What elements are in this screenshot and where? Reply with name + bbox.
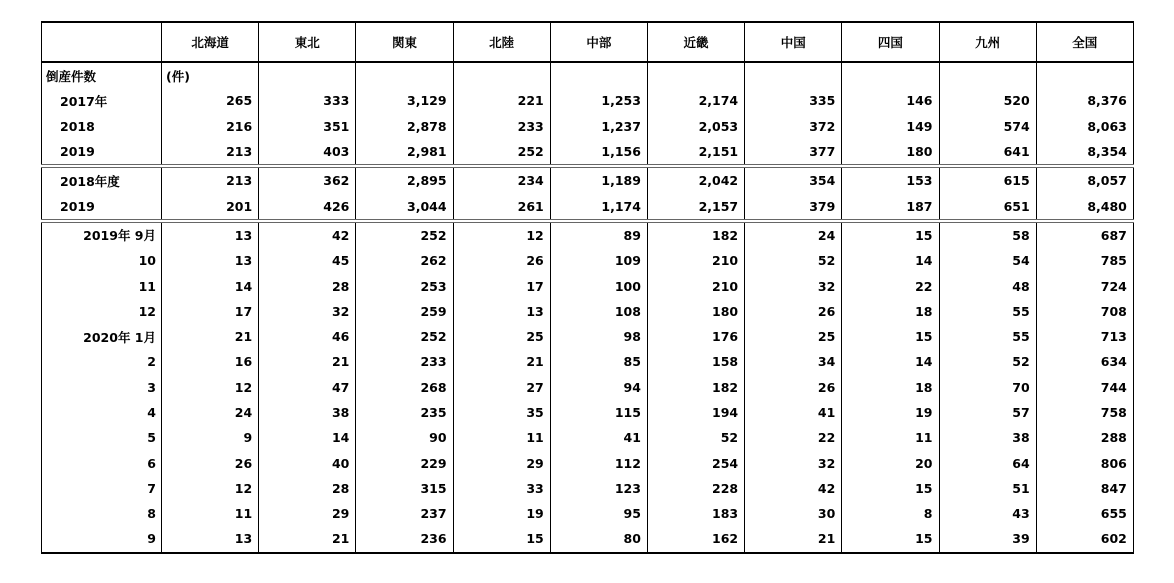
table-cell: 2,981 xyxy=(356,139,453,166)
table-cell: 158 xyxy=(647,349,744,374)
table-cell: 237 xyxy=(356,501,453,526)
table-cell: 3,129 xyxy=(356,88,453,113)
row-label: 2018年度 xyxy=(42,166,162,193)
table-cell: 14 xyxy=(842,349,939,374)
table-cell: 520 xyxy=(939,88,1036,113)
table-cell: 235 xyxy=(356,400,453,425)
row-label: 9 xyxy=(42,526,162,552)
table-cell: 785 xyxy=(1036,248,1133,273)
table-cell: 26 xyxy=(162,450,259,475)
table-cell: 183 xyxy=(647,501,744,526)
table-cell: 708 xyxy=(1036,299,1133,324)
table-cell: 70 xyxy=(939,375,1036,400)
table-row xyxy=(42,450,1134,475)
table-row xyxy=(42,273,1134,298)
table-cell: 18 xyxy=(842,375,939,400)
table-cell: 108 xyxy=(550,299,647,324)
table-row xyxy=(42,221,1134,248)
table-cell: 634 xyxy=(1036,349,1133,374)
table-cell: 109 xyxy=(550,248,647,273)
table-cell: 252 xyxy=(356,324,453,349)
table-cell: 1,156 xyxy=(550,139,647,166)
table-cell: 22 xyxy=(842,273,939,298)
row-label: 2 xyxy=(42,349,162,374)
header-hokkaido: 北海道 xyxy=(162,22,259,62)
table-cell: 30 xyxy=(745,501,842,526)
table-cell: 13 xyxy=(162,221,259,248)
table-cell: 651 xyxy=(939,193,1036,220)
row-label: 12 xyxy=(42,299,162,324)
table-body xyxy=(42,62,1134,553)
table-cell: 216 xyxy=(162,114,259,139)
table-cell: 176 xyxy=(647,324,744,349)
table-cell: 724 xyxy=(1036,273,1133,298)
table-cell: 95 xyxy=(550,501,647,526)
table-cell: 43 xyxy=(939,501,1036,526)
header-tohoku: 東北 xyxy=(259,22,356,62)
table-cell: 64 xyxy=(939,450,1036,475)
table-cell: 1,174 xyxy=(550,193,647,220)
table-cell: 15 xyxy=(842,324,939,349)
table-cell: 372 xyxy=(745,114,842,139)
table-cell: 112 xyxy=(550,450,647,475)
table-cell: 2,174 xyxy=(647,88,744,113)
table-cell: 21 xyxy=(745,526,842,552)
table-cell: 94 xyxy=(550,375,647,400)
unit-label: (件) xyxy=(162,62,259,88)
table-cell: 55 xyxy=(939,299,1036,324)
table-cell: 162 xyxy=(647,526,744,552)
table-cell: 40 xyxy=(259,450,356,475)
table-cell: 98 xyxy=(550,324,647,349)
table-cell: 315 xyxy=(356,476,453,501)
table-cell: 2,878 xyxy=(356,114,453,139)
header-hokuriku: 北陸 xyxy=(453,22,550,62)
table-cell: 19 xyxy=(842,400,939,425)
row-label: 2017年 xyxy=(42,88,162,113)
table-cell: 149 xyxy=(842,114,939,139)
table-cell: 28 xyxy=(259,273,356,298)
table-row xyxy=(42,526,1134,552)
table-cell: 11 xyxy=(453,425,550,450)
header-kinki: 近畿 xyxy=(647,22,744,62)
table-cell: 55 xyxy=(939,324,1036,349)
table-cell: 45 xyxy=(259,248,356,273)
table-row xyxy=(42,375,1134,400)
table-row xyxy=(42,400,1134,425)
table-row xyxy=(42,476,1134,501)
table-cell: 362 xyxy=(259,166,356,193)
header-shikoku: 四国 xyxy=(842,22,939,62)
table-cell: 52 xyxy=(939,349,1036,374)
table-cell: 351 xyxy=(259,114,356,139)
table-cell: 354 xyxy=(745,166,842,193)
table-row xyxy=(42,349,1134,374)
table-cell: 253 xyxy=(356,273,453,298)
table-cell: 21 xyxy=(259,349,356,374)
table-cell: 123 xyxy=(550,476,647,501)
table-cell: 19 xyxy=(453,501,550,526)
table-cell: 655 xyxy=(1036,501,1133,526)
row-label: 11 xyxy=(42,273,162,298)
table-cell: 47 xyxy=(259,375,356,400)
table-cell: 32 xyxy=(259,299,356,324)
table-cell: 403 xyxy=(259,139,356,166)
table-cell: 11 xyxy=(842,425,939,450)
table-cell: 182 xyxy=(647,375,744,400)
table-cell: 100 xyxy=(550,273,647,298)
table-cell: 22 xyxy=(745,425,842,450)
table-cell: 26 xyxy=(745,375,842,400)
table-cell: 713 xyxy=(1036,324,1133,349)
table-cell: 146 xyxy=(842,88,939,113)
table-cell: 38 xyxy=(259,400,356,425)
table-cell: 187 xyxy=(842,193,939,220)
table-cell: 11 xyxy=(162,501,259,526)
table-cell: 201 xyxy=(162,193,259,220)
table-row xyxy=(42,324,1134,349)
table-cell: 26 xyxy=(745,299,842,324)
table-cell: 265 xyxy=(162,88,259,113)
header-chugoku: 中国 xyxy=(745,22,842,62)
table-cell: 213 xyxy=(162,139,259,166)
table-cell: 12 xyxy=(453,221,550,248)
table-cell: 80 xyxy=(550,526,647,552)
table-cell: 2,042 xyxy=(647,166,744,193)
table-cell: 2,151 xyxy=(647,139,744,166)
table-cell: 16 xyxy=(162,349,259,374)
table-cell: 574 xyxy=(939,114,1036,139)
table-cell: 213 xyxy=(162,166,259,193)
row-label: 5 xyxy=(42,425,162,450)
table-cell: 32 xyxy=(745,450,842,475)
table-cell: 252 xyxy=(453,139,550,166)
row-label: 2019年 9月 xyxy=(42,221,162,248)
table-cell: 262 xyxy=(356,248,453,273)
table-row xyxy=(42,139,1134,166)
table-cell: 210 xyxy=(647,248,744,273)
table-cell: 85 xyxy=(550,349,647,374)
table-cell: 24 xyxy=(162,400,259,425)
table-cell: 58 xyxy=(939,221,1036,248)
table-row xyxy=(42,166,1134,193)
row-label: 2019 xyxy=(42,193,162,220)
table-cell: 288 xyxy=(1036,425,1133,450)
table-cell: 252 xyxy=(356,221,453,248)
table-cell: 194 xyxy=(647,400,744,425)
table-cell: 18 xyxy=(842,299,939,324)
table-cell: 13 xyxy=(162,248,259,273)
table-cell: 17 xyxy=(453,273,550,298)
table-cell: 333 xyxy=(259,88,356,113)
table-cell: 221 xyxy=(453,88,550,113)
row-label: 2018 xyxy=(42,114,162,139)
table-cell: 33 xyxy=(453,476,550,501)
table-cell: 8,057 xyxy=(1036,166,1133,193)
table-cell: 12 xyxy=(162,375,259,400)
table-cell: 180 xyxy=(647,299,744,324)
table-cell: 379 xyxy=(745,193,842,220)
table-cell: 9 xyxy=(162,425,259,450)
table-cell: 14 xyxy=(259,425,356,450)
table-cell: 29 xyxy=(259,501,356,526)
table-cell: 12 xyxy=(162,476,259,501)
table-cell: 25 xyxy=(745,324,842,349)
table-cell: 34 xyxy=(745,349,842,374)
table-cell: 15 xyxy=(842,526,939,552)
table-cell: 29 xyxy=(453,450,550,475)
table-cell: 2,053 xyxy=(647,114,744,139)
table-cell: 15 xyxy=(842,221,939,248)
table-cell: 2,895 xyxy=(356,166,453,193)
table-cell: 236 xyxy=(356,526,453,552)
row-label: 10 xyxy=(42,248,162,273)
table-cell: 268 xyxy=(356,375,453,400)
header-corner xyxy=(42,22,162,62)
table-cell: 17 xyxy=(162,299,259,324)
table-cell: 182 xyxy=(647,221,744,248)
table-cell: 254 xyxy=(647,450,744,475)
table-cell: 48 xyxy=(939,273,1036,298)
table-cell: 847 xyxy=(1036,476,1133,501)
table-cell: 14 xyxy=(162,273,259,298)
table-cell: 115 xyxy=(550,400,647,425)
table-cell: 38 xyxy=(939,425,1036,450)
row-label: 2020年 1月 xyxy=(42,324,162,349)
table-cell: 54 xyxy=(939,248,1036,273)
header-kanto: 関東 xyxy=(356,22,453,62)
table-cell: 27 xyxy=(453,375,550,400)
header-chubu: 中部 xyxy=(550,22,647,62)
table-cell: 42 xyxy=(259,221,356,248)
row-label: 6 xyxy=(42,450,162,475)
header-kyushu: 九州 xyxy=(939,22,1036,62)
table-cell: 744 xyxy=(1036,375,1133,400)
table-cell: 8 xyxy=(842,501,939,526)
table-cell: 8,354 xyxy=(1036,139,1133,166)
row-label: 2019 xyxy=(42,139,162,166)
table-cell: 758 xyxy=(1036,400,1133,425)
table-row xyxy=(42,88,1134,113)
table-cell: 15 xyxy=(842,476,939,501)
table-cell: 234 xyxy=(453,166,550,193)
table-cell: 1,253 xyxy=(550,88,647,113)
table-cell: 32 xyxy=(745,273,842,298)
table-cell: 90 xyxy=(356,425,453,450)
table-cell: 615 xyxy=(939,166,1036,193)
table-cell: 335 xyxy=(745,88,842,113)
row-label: 3 xyxy=(42,375,162,400)
table-cell: 21 xyxy=(162,324,259,349)
table-cell: 13 xyxy=(162,526,259,552)
bankruptcy-table-container xyxy=(41,21,1134,554)
table-cell: 259 xyxy=(356,299,453,324)
table-cell: 46 xyxy=(259,324,356,349)
table-cell: 14 xyxy=(842,248,939,273)
row-label: 4 xyxy=(42,400,162,425)
table-cell: 42 xyxy=(745,476,842,501)
table-cell: 52 xyxy=(647,425,744,450)
row-label: 7 xyxy=(42,476,162,501)
table-cell: 39 xyxy=(939,526,1036,552)
table-cell: 229 xyxy=(356,450,453,475)
table-cell: 2,157 xyxy=(647,193,744,220)
table-cell: 8,480 xyxy=(1036,193,1133,220)
table-cell: 210 xyxy=(647,273,744,298)
table-cell: 228 xyxy=(647,476,744,501)
table-cell: 24 xyxy=(745,221,842,248)
table-cell: 426 xyxy=(259,193,356,220)
table-cell: 41 xyxy=(550,425,647,450)
table-cell: 153 xyxy=(842,166,939,193)
table-row xyxy=(42,425,1134,450)
row-label: 8 xyxy=(42,501,162,526)
table-cell: 20 xyxy=(842,450,939,475)
table-cell: 180 xyxy=(842,139,939,166)
table-cell: 8,376 xyxy=(1036,88,1133,113)
section-title: 倒産件数 xyxy=(42,62,162,88)
header-row xyxy=(42,22,1134,62)
section-title-row xyxy=(42,62,1134,88)
table-cell: 52 xyxy=(745,248,842,273)
table-cell: 1,237 xyxy=(550,114,647,139)
table-cell: 3,044 xyxy=(356,193,453,220)
table-cell: 51 xyxy=(939,476,1036,501)
table-cell: 89 xyxy=(550,221,647,248)
bankruptcy-table xyxy=(41,21,1134,554)
table-cell: 26 xyxy=(453,248,550,273)
table-cell: 641 xyxy=(939,139,1036,166)
table-cell: 1,189 xyxy=(550,166,647,193)
table-row xyxy=(42,193,1134,220)
table-row xyxy=(42,299,1134,324)
header-national: 全国 xyxy=(1036,22,1133,62)
table-cell: 8,063 xyxy=(1036,114,1133,139)
table-cell: 21 xyxy=(453,349,550,374)
table-cell: 21 xyxy=(259,526,356,552)
table-cell: 806 xyxy=(1036,450,1133,475)
table-cell: 687 xyxy=(1036,221,1133,248)
table-row xyxy=(42,114,1134,139)
table-cell: 28 xyxy=(259,476,356,501)
table-cell: 25 xyxy=(453,324,550,349)
table-cell: 377 xyxy=(745,139,842,166)
table-cell: 13 xyxy=(453,299,550,324)
table-cell: 261 xyxy=(453,193,550,220)
table-cell: 602 xyxy=(1036,526,1133,552)
table-cell: 233 xyxy=(356,349,453,374)
table-cell: 57 xyxy=(939,400,1036,425)
table-cell: 233 xyxy=(453,114,550,139)
table-cell: 35 xyxy=(453,400,550,425)
table-cell: 41 xyxy=(745,400,842,425)
table-cell: 15 xyxy=(453,526,550,552)
table-row xyxy=(42,248,1134,273)
table-row xyxy=(42,501,1134,526)
